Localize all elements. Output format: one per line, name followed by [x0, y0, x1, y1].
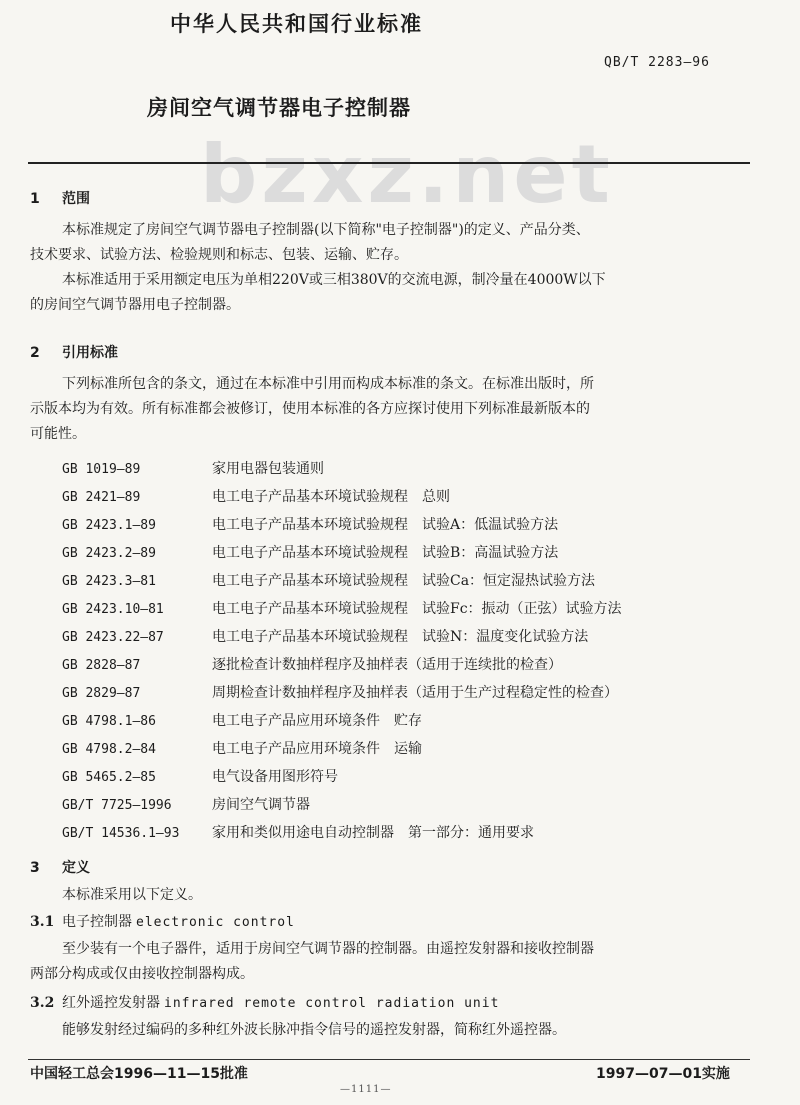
page-number: —1111—: [340, 1084, 392, 1095]
scope-para1-line2: 技术要求、试验方法、检验规则和标志、包装、运输、贮存。: [30, 247, 408, 263]
ref-title: 电气设备用图形符号: [212, 769, 338, 785]
reference-item: [62, 682, 618, 702]
ref-title: 房间空气调节器: [212, 797, 310, 813]
ref-code: GB 1019—89: [62, 462, 141, 477]
ref-code: GB 2828—87: [62, 658, 141, 673]
ref-title: 逐批检查计数抽样程序及抽样表（适用于连续批的检查）: [212, 657, 562, 673]
section-number: 3: [30, 860, 40, 876]
definition-3-1-line1: 至少装有一个电子器件，适用于房间空气调节器的控制器。由遥控发射器和接收控制器: [62, 941, 594, 957]
ref-code: GB 4798.2—84: [62, 742, 156, 757]
ref-code: GB/T 14536.1—93: [62, 826, 180, 841]
ref-title: 电工电子产品基本环境试验规程 试验Fc：振动（正弦）试验方法: [212, 601, 622, 617]
definition-3-1-line2: 两部分构成或仅由接收控制器构成。: [30, 966, 254, 982]
section-3-heading: [30, 857, 90, 877]
definition-number: 3.2: [30, 995, 55, 1011]
reference-item: [62, 570, 595, 590]
ref-title: 电工电子产品基本环境试验规程 试验N：温度变化试验方法: [212, 629, 589, 645]
ref-code: GB 2423.10—81: [62, 602, 164, 617]
approval-date: 中国轻工总会1996—11—15批准: [30, 1066, 248, 1082]
refs-intro-line1: 下列标准所包含的条文，通过在本标准中引用而构成本标准的条文。在标准出版时，所: [62, 376, 594, 392]
industry-standard-header: 中华人民共和国行业标准: [170, 12, 423, 36]
section-1-heading: [30, 188, 90, 208]
ref-code: GB 4798.1—86: [62, 714, 156, 729]
section-title: 定义: [62, 860, 90, 876]
reference-item: [62, 626, 588, 646]
reference-item: [62, 514, 558, 534]
reference-item: [62, 822, 534, 842]
watermark: bzxz.net: [200, 128, 614, 221]
ref-title: 电工电子产品应用环境条件 运输: [212, 741, 422, 757]
reference-item: [62, 766, 338, 786]
definition-term-en: electronic control: [136, 915, 295, 930]
ref-code: GB/T 7725—1996: [62, 798, 172, 813]
ref-title: 家用电器包装通则: [212, 461, 324, 477]
refs-intro-line3: 可能性。: [30, 426, 86, 442]
definition-number: 3.1: [30, 914, 55, 930]
ref-title: 周期检查计数抽样程序及抽样表（适用于生产过程稳定性的检查）: [212, 685, 618, 701]
scope-para2-line2: 的房间空气调节器用电子控制器。: [30, 297, 240, 313]
reference-item: [62, 738, 422, 758]
defs-intro: 本标准采用以下定义。: [62, 887, 202, 903]
reference-item: [62, 542, 558, 562]
reference-item: [62, 486, 450, 506]
section-number: 1: [30, 191, 40, 207]
document-title: 房间空气调节器电子控制器: [147, 96, 411, 120]
ref-title: 电工电子产品基本环境试验规程 试验A：低温试验方法: [212, 517, 559, 533]
ref-title: 电工电子产品应用环境条件 贮存: [212, 713, 422, 729]
ref-code: GB 2421—89: [62, 490, 141, 505]
reference-item: [62, 598, 622, 618]
ref-code: GB 2423.2—89: [62, 546, 156, 561]
ref-code: GB 5465.2—85: [62, 770, 156, 785]
section-title: 范围: [62, 191, 90, 207]
footer-divider: [28, 1059, 750, 1060]
reference-item: [62, 710, 422, 730]
ref-title: 家用和类似用途电自动控制器 第一部分：通用要求: [212, 825, 534, 841]
ref-code: GB 2423.1—89: [62, 518, 156, 533]
reference-item: [62, 794, 310, 814]
section-title: 引用标准: [62, 345, 118, 361]
ref-title: 电工电子产品基本环境试验规程 试验Ca：恒定湿热试验方法: [212, 573, 596, 589]
refs-intro-line2: 示版本均为有效。所有标准都会被修订，使用本标准的各方应探讨使用下列标准最新版本的: [30, 401, 590, 417]
ref-code: GB 2829—87: [62, 686, 141, 701]
reference-item: [62, 458, 324, 478]
ref-code: GB 2423.22—87: [62, 630, 164, 645]
implementation-date: 1997—07—01实施: [596, 1066, 730, 1082]
scope-para2-line1: 本标准适用于采用额定电压为单相220V或三相380V的交流电源，制冷量在4000W以下: [62, 272, 606, 288]
ref-title: 电工电子产品基本环境试验规程 总则: [212, 489, 450, 505]
standard-number: QB/T 2283—96: [604, 55, 710, 70]
definition-term-en: infrared remote control radiation unit: [164, 996, 500, 1011]
section-number: 2: [30, 345, 40, 361]
definition-term: 电子控制器: [62, 914, 132, 930]
section-2-heading: [30, 342, 118, 362]
ref-title: 电工电子产品基本环境试验规程 试验B：高温试验方法: [212, 545, 559, 561]
scope-para1-line1: 本标准规定了房间空气调节器电子控制器(以下简称"电子控制器")的定义、产品分类、: [62, 222, 590, 238]
reference-item: [62, 654, 562, 674]
ref-code: GB 2423.3—81: [62, 574, 156, 589]
definition-term: 红外遥控发射器: [62, 995, 160, 1011]
definition-3-1: [30, 911, 295, 931]
definition-3-2-line1: 能够发射经过编码的多种红外波长脉冲指令信号的遥控发射器，简称红外遥控器。: [62, 1022, 566, 1038]
title-divider: [28, 162, 750, 164]
definition-3-2: [30, 992, 499, 1012]
